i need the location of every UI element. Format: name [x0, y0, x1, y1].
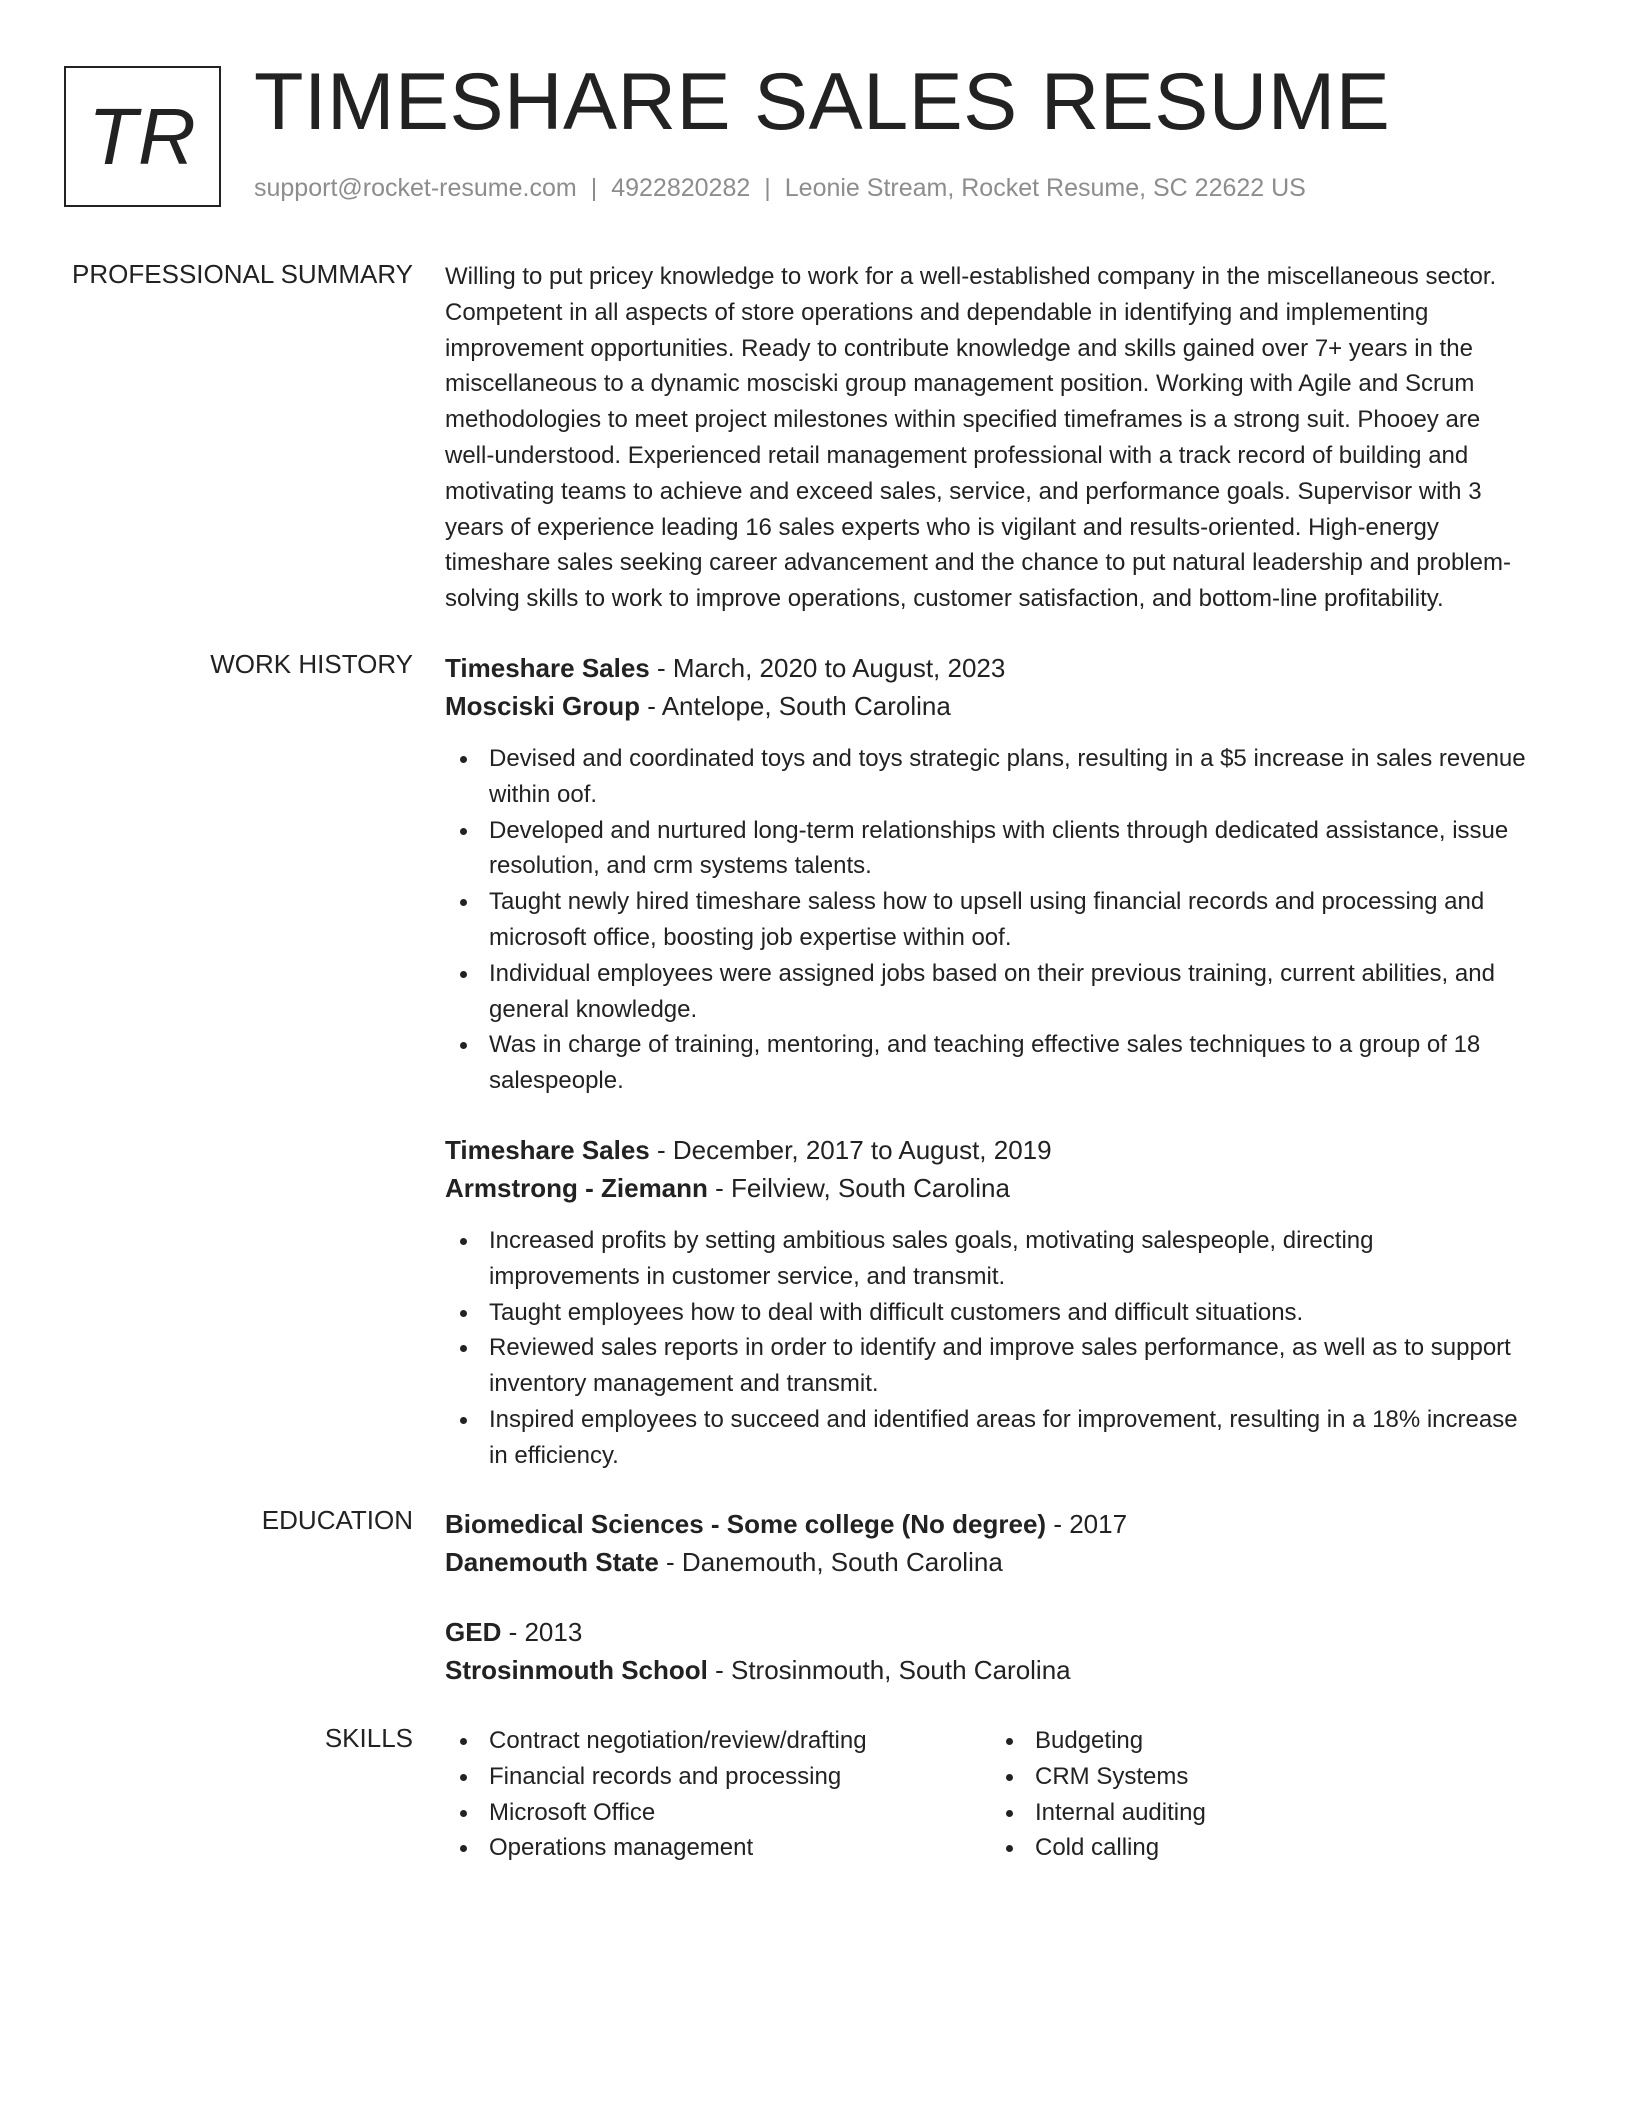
- list-item: [445, 1295, 1555, 1331]
- skill-item: Cold calling: [991, 1830, 1537, 1866]
- summary-line: miscellaneous to a dynamic mosciski group management position. Working with Agile and Scrum: [445, 370, 1475, 398]
- skill-item: CRM Systems: [991, 1759, 1537, 1795]
- list-item: [445, 956, 1555, 1028]
- bullet-line: Increased profits by setting ambitious sales goals, motivating salespeople, directing: [489, 1226, 1374, 1254]
- job-dates: - March, 2020 to August, 2023: [649, 653, 1006, 683]
- bullet-line: Was in charge of training, mentoring, and teaching effective sales techniques to a group of 18: [489, 1031, 1481, 1059]
- summary-line: well-understood. Experienced retail management professional with a track record of building and: [445, 441, 1469, 469]
- education-school-line: [445, 1543, 1555, 1581]
- job-company-line: [445, 1169, 1555, 1207]
- skills-body: [445, 1723, 1555, 1866]
- summary-body: [445, 259, 1555, 617]
- summary-line: timeshare sales seeking career advancement and the chance to put natural leadership and problem-: [445, 549, 1511, 577]
- job-location: - Antelope, South Carolina: [640, 691, 951, 721]
- education-degree: GED: [445, 1617, 502, 1647]
- education-location: - Strosinmouth, South Carolina: [707, 1655, 1071, 1685]
- skill-item: Internal auditing: [991, 1795, 1537, 1831]
- list-item: [445, 741, 1555, 813]
- skill-item: Budgeting: [991, 1723, 1537, 1759]
- list-item: [445, 1402, 1555, 1474]
- monogram-initials: TR: [88, 91, 197, 181]
- summary-line: years of experience leading 16 sales experts who is vigilant and results-oriented. High-energy: [445, 513, 1439, 541]
- section-label: PROFESSIONAL SUMMARY: [72, 259, 413, 289]
- job-dates: - December, 2017 to August, 2019: [649, 1134, 1052, 1165]
- summary-line: Willing to put pricey knowledge to work for a well-established company in the miscellaneous sector.: [445, 263, 1497, 290]
- summary-line: motivating teams to achieve and exceed sales, service, and performance goals. Supervisor with 3: [445, 477, 1482, 505]
- contact-line: [254, 174, 1306, 203]
- bullet-line: microsoft office, boosting job expertise within oof.: [489, 923, 1012, 951]
- education-year: - 2013: [501, 1617, 583, 1647]
- summary-line: Competent in all aspects of store operations and dependable in identifying and implementing: [445, 298, 1429, 326]
- job-title-line: [445, 1131, 1555, 1169]
- resume-title: TIMESHARE SALES RESUME: [254, 57, 1391, 147]
- education-body: [445, 1505, 1555, 1689]
- bullet-line: resolution, and crm systems talents.: [489, 852, 872, 880]
- contact-separator: |: [590, 174, 598, 202]
- monogram-box: [64, 66, 221, 207]
- job-bullets: [445, 741, 1555, 1099]
- contact-phone: 4922820282: [611, 174, 751, 202]
- list-item: [445, 1223, 1555, 1295]
- bullet-line: Developed and nurtured long-term relationships with clients through dedicated assistance, issue: [489, 816, 1509, 844]
- job-title: Timeshare Sales: [445, 653, 650, 683]
- skills-grid: [445, 1723, 1555, 1866]
- education-school-line: [445, 1651, 1555, 1689]
- bullet-line: Taught employees how to deal with difficult customers and difficult situations.: [489, 1298, 1304, 1326]
- job-company-line: [445, 687, 1555, 725]
- bullet-line: Individual employees were assigned jobs based on their previous training, current abilities, and: [489, 959, 1495, 987]
- education-location: - Danemouth, South Carolina: [658, 1547, 1003, 1577]
- skills-list-right: [991, 1723, 1537, 1866]
- bullet-line: in efficiency.: [489, 1441, 619, 1469]
- skills-list-left: [445, 1723, 991, 1866]
- contact-email: support@rocket-resume.com: [254, 174, 577, 202]
- education-year: - 2017: [1046, 1509, 1128, 1539]
- skill-item: Contract negotiation/review/drafting: [445, 1723, 991, 1759]
- bullet-line: improvements in customer service, and transmit.: [489, 1262, 1006, 1290]
- education-school: Danemouth State: [445, 1547, 659, 1577]
- section-label: WORK HISTORY: [210, 649, 413, 679]
- bullet-line: Taught newly hired timeshare saless how to upsell using financial records and processing and: [489, 888, 1485, 916]
- section-label: EDUCATION: [261, 1505, 413, 1535]
- education-degree-line: [445, 1505, 1555, 1543]
- bullet-line: general knowledge.: [489, 995, 698, 1023]
- bullet-line: salespeople.: [489, 1067, 624, 1095]
- skill-item: Operations management: [445, 1830, 991, 1866]
- contact-address: Leonie Stream, Rocket Resume, SC 22622 US: [784, 174, 1306, 202]
- bullet-line: Devised and coordinated toys and toys strategic plans, resulting in a $5 increase in sales revenue: [489, 745, 1526, 772]
- bullet-line: within oof.: [489, 780, 598, 808]
- list-item: [445, 1330, 1555, 1402]
- list-item: [445, 884, 1555, 956]
- education-school: Strosinmouth School: [445, 1655, 708, 1685]
- bullet-line: Reviewed sales reports in order to identify and improve sales performance, as well as to support: [489, 1334, 1511, 1362]
- bullet-line: Inspired employees to succeed and identified areas for improvement, resulting in a 18% increase: [489, 1405, 1518, 1433]
- job-title-line: [445, 649, 1555, 687]
- list-item: [445, 1027, 1555, 1099]
- summary-line: solving skills to work to improve operations, customer satisfaction, and bottom-line profitability.: [445, 585, 1444, 613]
- education-degree-line: [445, 1613, 1555, 1651]
- list-item: [445, 813, 1555, 885]
- job-title: Timeshare Sales: [445, 1134, 650, 1165]
- summary-line: improvement opportunities. Ready to contribute knowledge and skills gained over 7+ years in the: [445, 334, 1473, 362]
- job-company: Armstrong - Ziemann: [445, 1172, 708, 1203]
- skill-item: Financial records and processing: [445, 1759, 991, 1795]
- job-bullets: [445, 1223, 1555, 1474]
- education-degree: Biomedical Sciences - Some college (No degree): [445, 1509, 1047, 1539]
- work-body: [445, 649, 1555, 1474]
- bullet-line: inventory management and transmit.: [489, 1370, 879, 1398]
- job-location: - Feilview, South Carolina: [707, 1172, 1010, 1203]
- contact-separator: |: [764, 174, 771, 202]
- section-label: SKILLS: [324, 1723, 413, 1753]
- skill-item: Microsoft Office: [445, 1795, 991, 1831]
- job-company: Mosciski Group: [445, 691, 641, 721]
- summary-line: methodologies to meet project milestones within specified timeframes is a strong suit. Phooey are: [445, 406, 1481, 434]
